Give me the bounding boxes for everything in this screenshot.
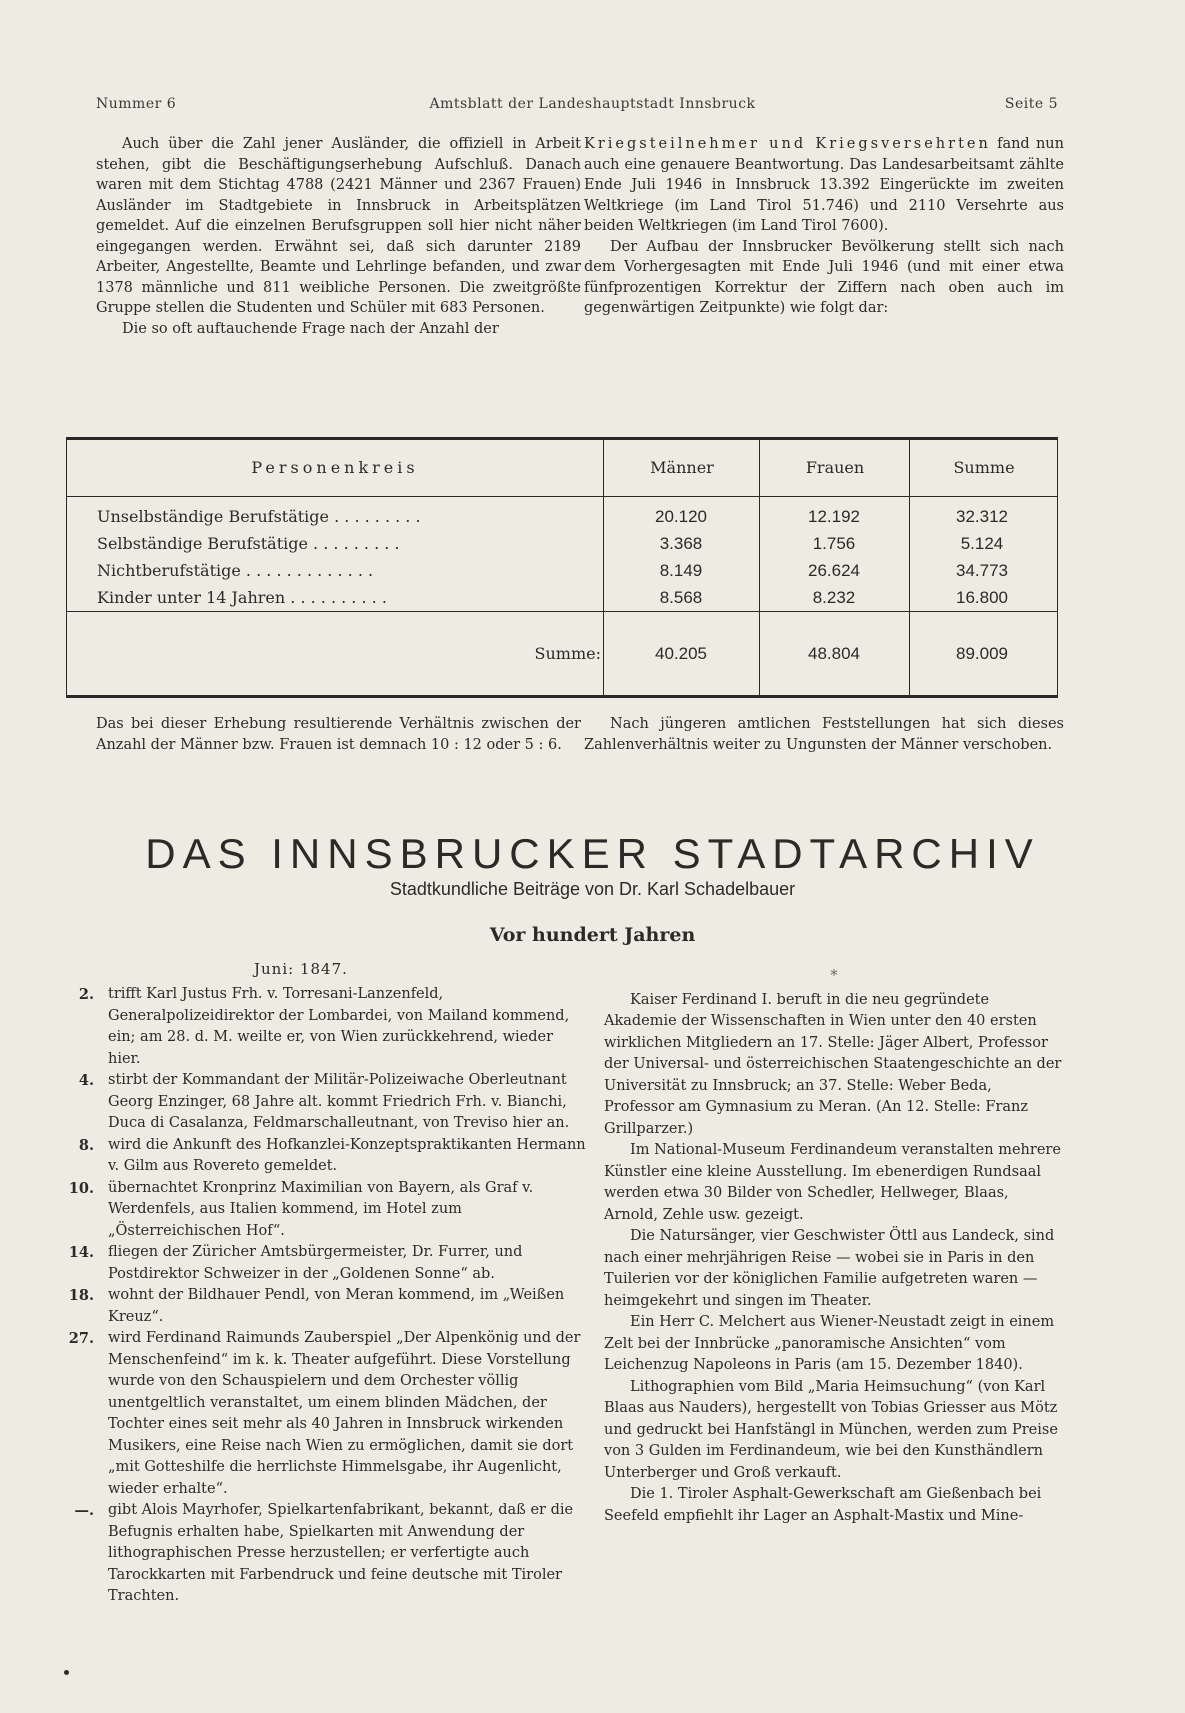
paragraph: Ein Herr C. Melchert aus Wiener-Neustadt zeigt in einem Zelt bei der Innbrücke „panoramische Ansichten“ vom Leichenzug Napoleons in Paris (am 15. Dezember 1840). bbox=[604, 1314, 1055, 1373]
row-label: Kinder unter 14 Jahren . . . . . . . . . . bbox=[97, 588, 387, 607]
column-header-women: Frauen bbox=[759, 440, 910, 496]
column-header-men: Männer bbox=[603, 440, 760, 496]
chronicle-entry bbox=[58, 984, 588, 1070]
entry-text: trifft Karl Justus Frh. v. Torresani-Lanzenfeld, Generalpolizeidirektor der Lombardei, von Mailand kommend, ein; am 28. d. M. weilte er, von Wien zurückkehrend, wieder hier. bbox=[108, 986, 570, 1067]
table-header-row bbox=[67, 440, 1057, 497]
entry-day: 18. bbox=[68, 1287, 94, 1304]
paragraph: Kaiser Ferdinand I. beruft in die neu gegründete Akademie der Wissenschaften in Wien unter den 40 ersten wirklichen Mitgliedern an 17. Stelle: Jäger Albert, Professor der Universal- und österreichischen Staatengeschichte an der Universität zu Innsbruck; an 37. Stelle: Weber Beda, Professor am Gymnasium zu Meran. (An 12. Stelle: Franz Grillparzer.) bbox=[604, 991, 1062, 1137]
entry-text: übernachtet Kronprinz Maximilian von Bayern, als Graf v. Werdenfels, aus Italien kommend, im Hotel zum „Österreichischen Hof“. bbox=[108, 1179, 534, 1239]
entry-day: 14. bbox=[68, 1244, 94, 1261]
ratio-paragraph-left bbox=[96, 714, 581, 755]
paragraph: Die so oft auftauchende Frage nach der Anzahl der bbox=[122, 320, 499, 337]
total-sum: 89.009 bbox=[956, 644, 1008, 663]
cell-women: 1.756 bbox=[812, 534, 856, 553]
chronicle-entry bbox=[58, 1178, 588, 1243]
publication-title: Amtsblatt der Landeshauptstadt Innsbruck bbox=[429, 96, 756, 112]
chronicle-entry bbox=[58, 1328, 588, 1500]
row-label: Unselbständige Berufstätige . . . . . . . . . bbox=[97, 507, 421, 526]
paragraph: Auch über die Zahl jener Ausländer, die offiziell in Arbeit stehen, gibt die Beschäftigungserhebung Aufschluß. Danach waren mit dem Stichtag 4788 (2421 Männer und 2367 Frauen) Ausländer im Stadtgebiete in Innsbruck in Arbeitsplätzen gemeldet. Auf die einzelnen Berufsgruppen soll hier nicht näher eingegangen werden. Erwähnt sei, daß sich darunter 2189 Arbeiter, Angestellte, Beamte und Lehrlinge befanden, und zwar 1378 männliche und 811 weibliche Personen. Die zweitgrößte Gruppe stellen die Studenten und Schüler mit 683 Personen. bbox=[96, 136, 581, 316]
entry-day: 2. bbox=[78, 986, 94, 1003]
paragraph: Die Natursänger, vier Geschwister Öttl aus Landeck, sind nach einer mehrjährigen Reise — wobei sie in Paris in den Tuilerien vor der königlichen Familie aufgetreten waren — heimgekehrt und singen im Theater. bbox=[604, 1228, 1055, 1309]
cell-sum: 34.773 bbox=[956, 561, 1008, 580]
population-table bbox=[66, 437, 1058, 698]
entry-day: 4. bbox=[78, 1072, 94, 1089]
top-right-column bbox=[584, 134, 1064, 319]
section-heading: Vor hundert Jahren bbox=[489, 924, 696, 946]
row-label: Selbständige Berufstätige . . . . . . . . . bbox=[97, 534, 400, 553]
column-header-sum: Summe bbox=[909, 440, 1058, 496]
entry-text: wohnt der Bildhauer Pendl, von Meran kommend, im „Weißen Kreuz“. bbox=[108, 1287, 565, 1325]
chronicle-entry bbox=[58, 1135, 588, 1178]
date-heading: Juni: 1847. bbox=[254, 960, 348, 978]
column-divider bbox=[759, 612, 760, 696]
column-header-personenkreis: Personenkreis bbox=[251, 458, 419, 477]
chronicle-entry bbox=[58, 1285, 588, 1328]
cell-women: 8.232 bbox=[812, 588, 856, 607]
entry-text: stirbt der Kommandant der Militär-Polizeiwache Oberleutnant Georg Enzinger, 68 Jahre alt. kommt Friedrich Frh. v. Bianchi, Duca di Casalanza, Feldmarschalleutnant, von Treviso hier an. bbox=[108, 1072, 570, 1131]
entry-text: wird Ferdinand Raimunds Zauberspiel „Der Alpenkönig und der Menschenfeind“ im k. k. Theater aufgeführt. Diese Vorstellung wurde von den Schauspielern und dem Orchester völlig unentgeltlich veranstaltet, um einem blinden Mädchen, der Tochter eines seit mehr als 40 Jahren in Innsbruck wirkenden Musikers, eine Reise nach Wien zu ermöglichen, damit sie dort „mit Gotteshilfe die herrlichste Himmelsgabe, ihr Augenlicht, wieder erhalte“. bbox=[108, 1330, 581, 1497]
paragraph bbox=[584, 134, 1064, 237]
paragraph: Das bei dieser Erhebung resultierende Verhältnis zwischen der Anzahl der Männer bzw. Frauen ist demnach 10 : 12 oder 5 : 6. bbox=[96, 716, 581, 753]
article-subtitle: Stadtkundliche Beiträge von Dr. Karl Schadelbauer bbox=[389, 879, 796, 899]
paragraph: Nach jüngeren amtlichen Feststellungen hat sich dieses Zahlenverhältnis weiter zu Ungunsten der Männer verschoben. bbox=[584, 716, 1064, 753]
cell-women: 12.192 bbox=[808, 507, 860, 526]
entry-day: —. bbox=[74, 1502, 94, 1519]
total-label: Summe: bbox=[534, 644, 601, 663]
paragraph: Im National-Museum Ferdinandeum veranstalten mehrere Künstler eine kleine Ausstellung. Im ebenerdigen Rundsaal werden etwa 30 Bilder von Schedler, Hellweger, Blaas, Arnold, Zehle usw. gezeigt. bbox=[604, 1142, 1061, 1223]
section-separator: * bbox=[830, 968, 838, 984]
paragraph-text: fand nun auch eine genauere Beantwortung. Das Landesarbeitsamt zählte Ende Juli 1946 in Innsbruck 13.392 Eingerückte im zweiten Weltkriege (im Land Tirol 51.746) und 2110 Versehrte aus beiden Weltkriegen (im Land Tirol 7600). bbox=[584, 136, 1064, 234]
top-left-column bbox=[96, 134, 581, 339]
cell-men: 8.149 bbox=[659, 561, 703, 580]
chronicle-entry bbox=[58, 1242, 588, 1285]
entry-day: 10. bbox=[68, 1179, 94, 1197]
ratio-paragraph-right bbox=[584, 714, 1064, 755]
emphasized-text: Kriegsteilnehmer und Kriegsversehrten bbox=[584, 136, 991, 152]
entry-text: wird die Ankunft des Hofkanzlei-Konzeptspraktikanten Hermann v. Gilm aus Rovereto gemeldet. bbox=[108, 1136, 586, 1174]
cell-sum: 32.312 bbox=[956, 507, 1008, 526]
page-indicator: Seite 5 bbox=[1004, 96, 1058, 112]
column-divider bbox=[909, 612, 910, 696]
cell-men: 20.120 bbox=[655, 507, 707, 526]
cell-men: 8.568 bbox=[659, 588, 703, 607]
chronicle-right-column bbox=[604, 964, 1064, 1527]
total-women: 48.804 bbox=[808, 644, 860, 663]
entry-day: 8. bbox=[78, 1136, 94, 1154]
article-title: DAS INNSBRUCKER STADTARCHIV bbox=[145, 830, 1040, 877]
table-total-row bbox=[67, 611, 1057, 696]
column-divider bbox=[603, 612, 604, 696]
entry-text: gibt Alois Mayrhofer, Spielkartenfabrikant, bekannt, daß er die Befugnis erhalten habe, Spielkarten mit Anwendung der lithographischen Presse herzustellen; er verfertigte auch Tarockkarten mit Farbendruck und feine deutsche mit Tiroler Trachten. bbox=[108, 1502, 574, 1604]
entry-text: fliegen der Züricher Amtsbürgermeister, Dr. Furrer, und Postdirektor Schweizer in der „Goldenen Sonne“ ab. bbox=[108, 1244, 523, 1282]
chronicle-left-column bbox=[58, 984, 588, 1608]
cell-sum: 16.800 bbox=[956, 588, 1008, 607]
entry-day: 27. bbox=[68, 1330, 94, 1347]
chronicle-entry bbox=[58, 1070, 588, 1135]
table-row bbox=[67, 582, 1057, 614]
cell-sum: 5.124 bbox=[960, 534, 1004, 553]
chronicle-entry bbox=[58, 1500, 588, 1608]
total-men: 40.205 bbox=[655, 644, 707, 663]
paragraph: Lithographien vom Bild „Maria Heimsuchung“ (von Karl Blaas aus Nauders), hergestellt von Tobias Griesser aus Mötz und gedruckt bei Hanfstängl in München, werden zum Preise von 3 Gulden im Ferdinandeum, wie bei den Kunsthändlern Unterberger und Groß verkauft. bbox=[604, 1378, 1058, 1481]
row-label: Nichtberufstätige . . . . . . . . . . . . . bbox=[97, 561, 374, 580]
cell-men: 3.368 bbox=[659, 534, 703, 553]
ink-dot bbox=[64, 1670, 69, 1675]
cell-women: 26.624 bbox=[808, 561, 860, 580]
paragraph: Die 1. Tiroler Asphalt-Gewerkschaft am Gießenbach bei Seefeld empfiehlt ihr Lager an Asphalt-Mastix und Mine- bbox=[604, 1486, 1042, 1524]
paragraph: Der Aufbau der Innsbrucker Bevölkerung stellt sich nach dem Vorhergesagten mit Ende Juli 1946 (und mit einer etwa fünfprozentigen Korrektur der Ziffern nach oben auch im gegenwärtigen Zeitpunkte) wie folgt dar: bbox=[584, 238, 1064, 316]
page-number-label: Nummer 6 bbox=[96, 96, 177, 112]
